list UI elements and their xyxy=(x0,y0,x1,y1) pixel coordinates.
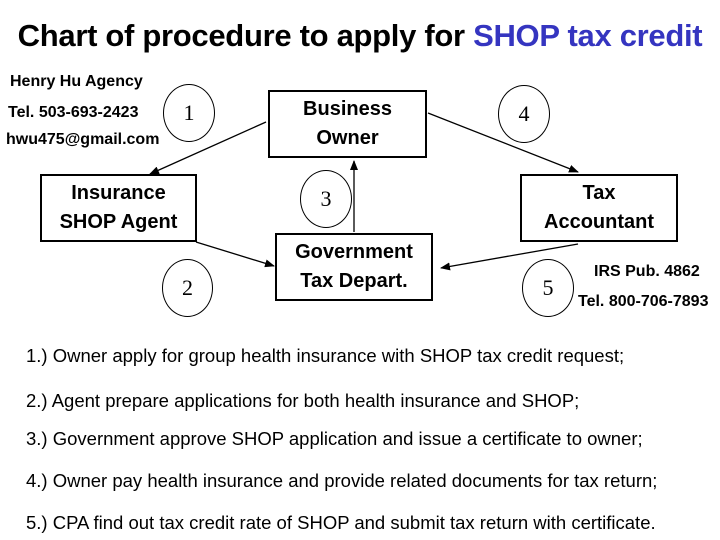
title-prefix: Chart of procedure to apply for xyxy=(17,18,474,53)
node-tax-accountant xyxy=(520,174,678,242)
step-item-5: 5.) CPA find out tax credit rate of SHOP and submit tax return with certificate. xyxy=(26,512,656,533)
agency-email: hwu475@gmail.com xyxy=(6,131,160,148)
step-item-2: 2.) Agent prepare applications for both health insurance and SHOP; xyxy=(26,390,580,411)
node-tax-accountant-line1: Tax xyxy=(582,182,616,204)
irs-pub: IRS Pub. 4862 xyxy=(594,263,700,280)
step-circle-4: 4 xyxy=(498,85,550,143)
step-item-3: 3.) Government approve SHOP application and issue a certificate to owner; xyxy=(26,428,643,449)
step-item-4: 4.) Owner pay health insurance and provide related documents for tax return; xyxy=(26,470,658,491)
node-insurance-agent-line2: SHOP Agent xyxy=(59,211,178,233)
step-circle-5: 5 xyxy=(522,259,574,317)
step-circle-3: 3 xyxy=(300,170,352,228)
node-business-owner-line1: Business xyxy=(303,98,392,120)
step-circle-2: 2 xyxy=(162,259,213,317)
node-business-owner xyxy=(268,90,427,158)
agency-tel: Tel. 503-693-2423 xyxy=(8,104,139,121)
irs-tel: Tel. 800-706-7893 xyxy=(578,293,709,310)
title-highlight: SHOP tax credit xyxy=(473,18,703,53)
step-item-1: 1.) Owner apply for group health insurance with SHOP tax credit request; xyxy=(26,345,625,366)
agency-name: Henry Hu Agency xyxy=(10,73,143,90)
node-government-line2: Tax Depart. xyxy=(300,270,408,292)
node-tax-accountant-line2: Accountant xyxy=(544,211,654,233)
node-insurance-agent xyxy=(40,174,197,242)
step-circle-1: 1 xyxy=(163,84,215,142)
node-government xyxy=(275,233,433,301)
node-government-line1: Government xyxy=(295,241,413,263)
node-insurance-agent-line1: Insurance xyxy=(71,182,166,204)
arrow-agent-to-government xyxy=(196,242,274,266)
node-business-owner-line2: Owner xyxy=(316,127,379,149)
